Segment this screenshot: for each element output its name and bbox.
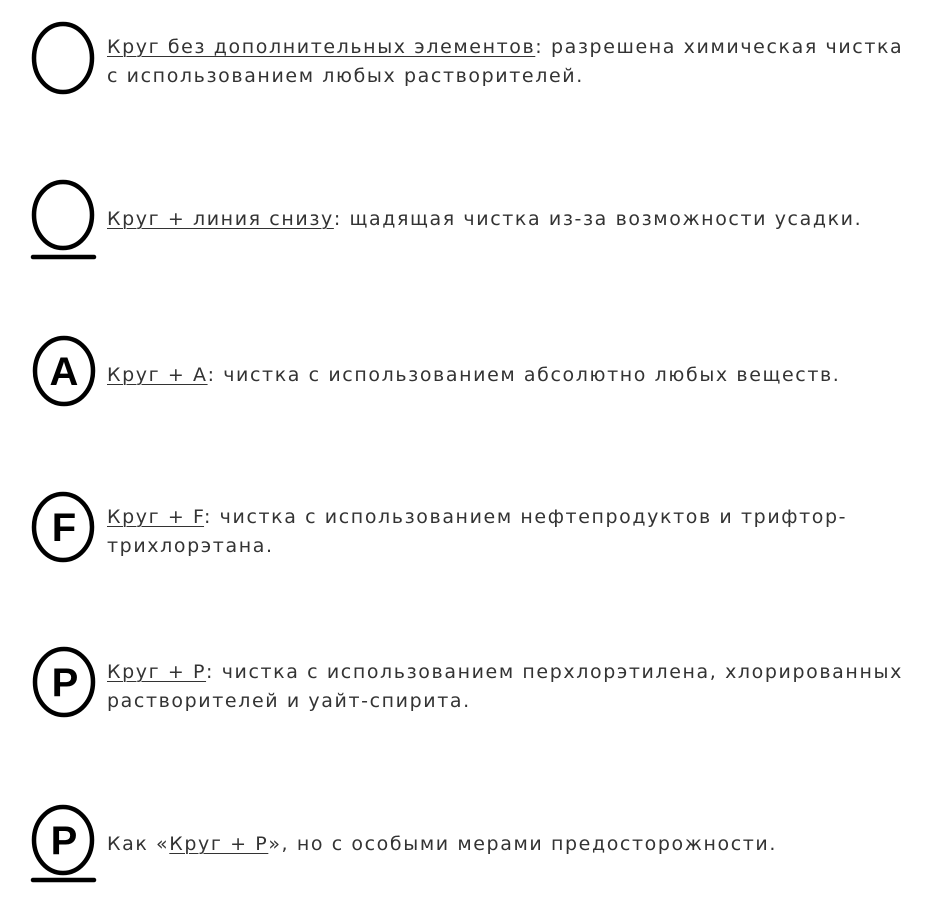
symbol-term-link[interactable]: Круг без дополнительных элементов: [107, 36, 536, 58]
plain-circle-icon: [28, 18, 100, 108]
svg-text:P: P: [50, 819, 78, 863]
symbol-description: Круг + Р: чистка с использованием перхлорэтилена, хлорированных растворителей и уайт-спирита.: [107, 661, 903, 712]
symbol-term-link[interactable]: Круг + Р: [169, 833, 269, 855]
circle-underline-icon: [28, 177, 100, 267]
circle-a-icon: [28, 334, 100, 424]
symbol-description: Круг + F: чистка с использованием нефтепродуктов и трифтор-трихлорэтана.: [107, 506, 848, 557]
symbol-description: Круг без дополнительных элементов: разрешена химическая чистка с использованием любых растворителей.: [107, 36, 904, 87]
svg-text:A: A: [49, 350, 79, 394]
circle-p-underline-icon: [28, 802, 100, 892]
symbol-term-link[interactable]: Круг + линия снизу: [107, 208, 334, 230]
circle-f-icon: [28, 490, 100, 580]
svg-text:F: F: [51, 506, 77, 550]
svg-text:P: P: [51, 661, 79, 705]
symbol-description: Круг + А: чистка с использованием абсолютно любых веществ.: [107, 364, 841, 386]
symbol-term-link[interactable]: Круг + F: [107, 506, 205, 528]
circle-p-icon: [28, 645, 100, 735]
symbol-description: Круг + линия снизу: щадящая чистка из-за возможности усадки.: [107, 208, 863, 230]
symbol-description: Как «Круг + Р», но с особыми мерами предосторожности.: [107, 833, 778, 855]
symbol-term-link[interactable]: Круг + Р: [107, 661, 207, 683]
symbol-term-link[interactable]: Круг + А: [107, 364, 208, 386]
